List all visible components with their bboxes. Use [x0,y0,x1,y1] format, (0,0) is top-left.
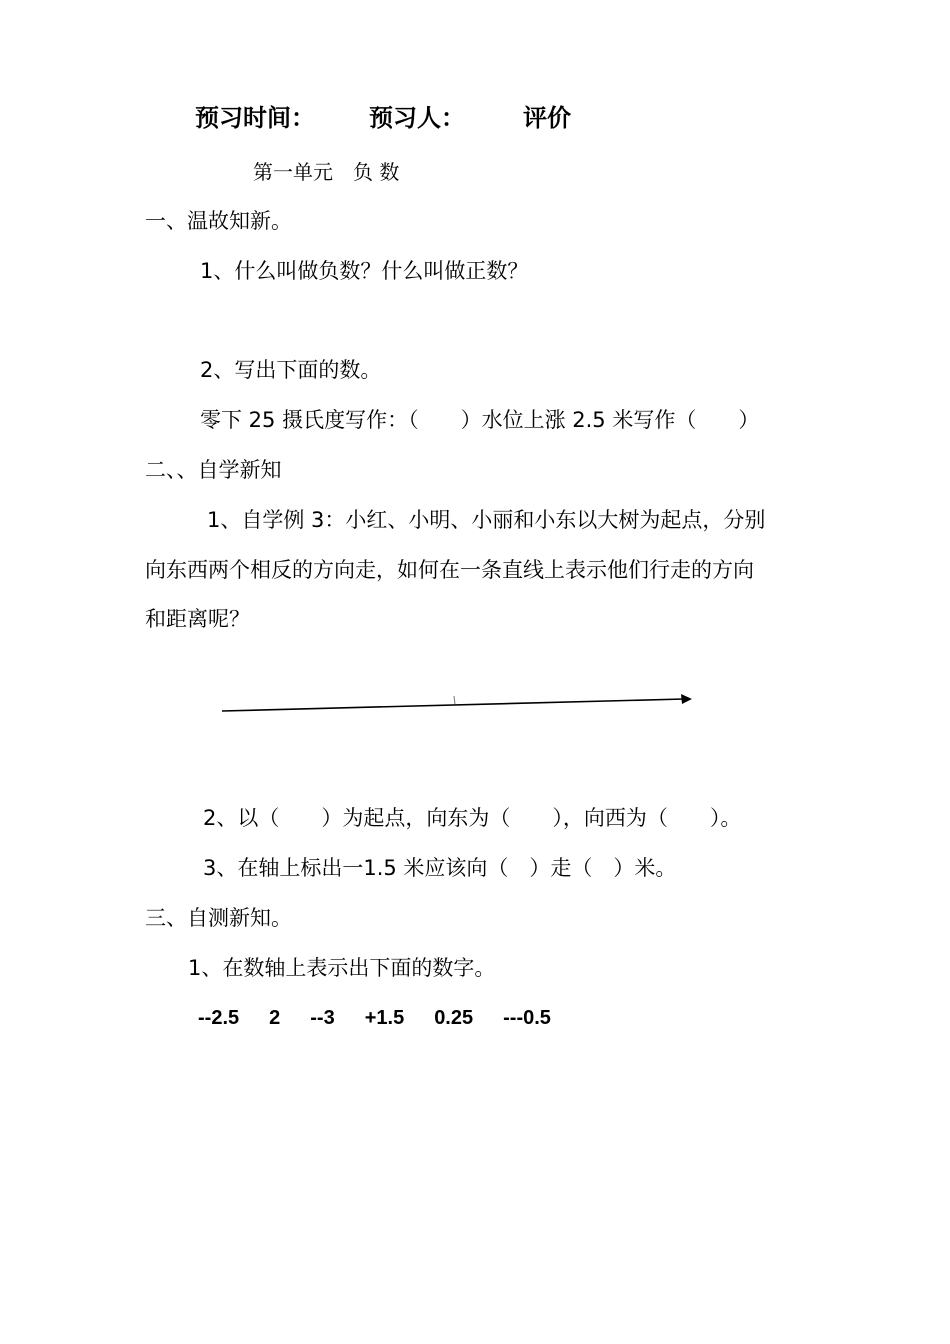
evaluation-label: 评价 [523,104,571,132]
preview-time-label: 预习时间： [195,104,315,132]
example-text-line-3: 和距离呢？ [145,607,250,631]
section-2-heading: 二、、自学新知 [145,458,282,482]
number-line-axis [222,699,684,711]
unit-title: 第一单元 负 数 [253,160,400,184]
number-item: 0.25 [434,1007,474,1029]
arrow-head-icon [681,694,692,704]
header-line [195,104,571,132]
question-2-2: 2、以（ ）为起点，向东为（ ），向西为（ ）。 [203,806,742,830]
preview-person-label: 预习人： [369,104,465,132]
number-item: 2 [269,1007,281,1029]
origin-tick [454,696,455,704]
section-1-heading: 一、温故知新。 [145,209,292,233]
number-line-arrow [220,688,700,718]
number-item: ---0.5 [503,1007,551,1029]
numbers-row [198,1004,551,1032]
question-1-2-fill-line: 零下 25 摄氏度写作：（ ）水位上涨 2.5 米写作（ ） [200,408,760,432]
number-item: --2.5 [198,1007,240,1029]
number-item: +1.5 [364,1007,405,1029]
question-1-2: 2、写出下面的数。 [200,358,382,382]
question-2-3: 3、在轴上标出一1.5 米应该向（ ）走（ ）米。 [203,856,677,880]
example-text-line-1: 1、自学例 3：小红、小明、小丽和小东以大树为起点，分别 [207,508,766,532]
question-1-1: 1、什么叫做负数？什么叫做正数？ [200,259,529,283]
example-text-line-2: 向东西两个相反的方向走，如何在一条直线上表示他们行走的方向 [145,558,754,582]
question-3-1: 1、在数轴上表示出下面的数字。 [188,956,496,980]
number-item: --3 [310,1007,335,1029]
section-3-heading: 三、自测新知。 [145,906,292,930]
